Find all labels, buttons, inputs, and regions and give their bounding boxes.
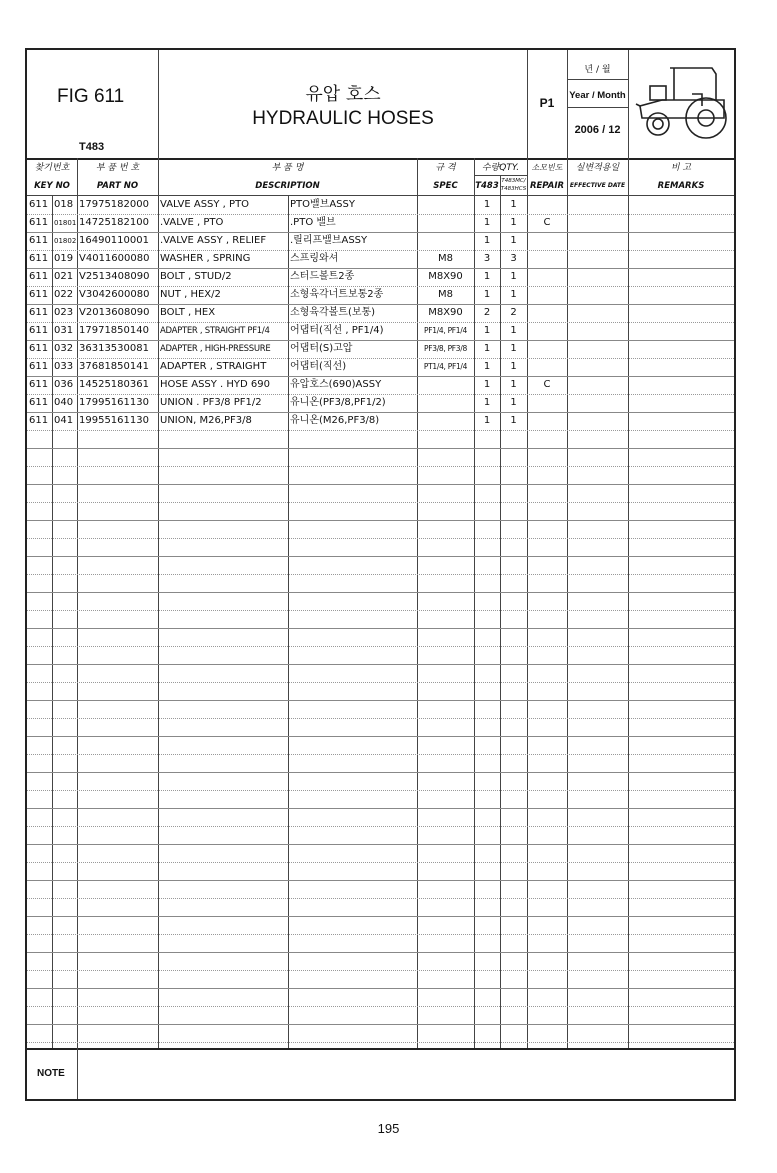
cell-key: 01802 <box>54 237 77 245</box>
row-ruling <box>27 880 734 881</box>
cell-qty2: 2 <box>510 307 517 318</box>
cell-desc-en: ADAPTER , STRAIGHT <box>160 361 267 372</box>
row-ruling <box>27 466 734 467</box>
row-ruling <box>27 718 734 719</box>
cell-desc-en: NUT , HEX/2 <box>160 289 221 300</box>
cell-desc-ko: 소형육각볼트(보통) <box>290 307 376 318</box>
cell-desc-ko: 스터드볼트2종 <box>290 271 355 282</box>
qty-header-split <box>500 175 501 195</box>
cell-repair: C <box>543 379 551 390</box>
col-remarks-ko: 비 고 <box>670 163 692 173</box>
col-line <box>628 158 629 1048</box>
cell-spec: PF3/8, PF3/8 <box>424 344 467 353</box>
row-ruling <box>27 934 734 935</box>
row-ruling <box>27 448 734 449</box>
cell-spec: PF1/4, PF1/4 <box>424 326 467 335</box>
cell-desc-en: UNION . PF3/8 PF1/2 <box>160 397 262 408</box>
row-ruling <box>27 286 734 287</box>
row-ruling <box>27 628 734 629</box>
year-month-label-ko: 년 / 월 <box>584 65 611 75</box>
cell-qty2: 1 <box>510 235 517 246</box>
cell-spec: M8X90 <box>428 271 463 282</box>
cell-desc-en: WASHER , SPRING <box>160 253 251 264</box>
cell-qty1: 2 <box>483 307 491 318</box>
cell-spec: PT1/4, PF1/4 <box>423 362 468 371</box>
row-ruling <box>27 484 734 485</box>
cell-key: 01801 <box>54 219 77 227</box>
row-ruling <box>27 664 734 665</box>
cell-spec: M8 <box>438 253 453 264</box>
col-line <box>77 158 78 1048</box>
col-line <box>567 158 568 1048</box>
cell-key: 023 <box>54 307 74 318</box>
col-effective-en: EFFECTIVE DATE <box>569 182 626 189</box>
cell-qty1: 1 <box>483 235 491 246</box>
cell-key: 036 <box>54 379 74 390</box>
row-ruling <box>27 646 734 647</box>
note-label: NOTE <box>37 1068 65 1079</box>
cell-qty2: 1 <box>510 199 517 210</box>
cell-part: V3042600080 <box>79 289 150 300</box>
note-top-border <box>27 1048 734 1050</box>
cell-desc-ko: PTO밸브ASSY <box>290 199 355 210</box>
col-effective-ko: 실변적용일 <box>575 163 620 173</box>
cell-qty2: 1 <box>510 217 517 228</box>
col-keyno-ko: 찾기번호 <box>34 163 70 173</box>
cell-fig: 611 <box>29 307 49 318</box>
cell-fig: 611 <box>29 379 49 390</box>
row-ruling <box>27 214 734 215</box>
header-divider <box>527 50 528 158</box>
note-divider <box>77 1048 78 1099</box>
cell-part: 17971850140 <box>79 325 149 336</box>
col-partno-ko: 부 품 번 호 <box>95 163 140 173</box>
cell-qty1: 1 <box>483 415 491 426</box>
col-remarks-en: REMARKS <box>657 181 705 191</box>
cell-spec: M8 <box>438 289 453 300</box>
row-ruling <box>27 898 734 899</box>
header-divider <box>567 50 568 158</box>
row-ruling <box>27 538 734 539</box>
col-qty-ko: 수량QTY. <box>481 163 520 173</box>
row-ruling <box>27 736 734 737</box>
cell-qty2: 1 <box>510 361 517 372</box>
cell-qty1: 1 <box>483 271 491 282</box>
cell-key: 031 <box>54 325 74 336</box>
row-ruling <box>27 412 734 413</box>
cell-part: 14725182100 <box>79 217 149 228</box>
cell-desc-ko: 어댑터(직선 , PF1/4) <box>290 325 384 336</box>
col-partno-en: PART NO <box>96 181 139 191</box>
row-ruling <box>27 808 734 809</box>
cell-fig: 611 <box>29 235 49 246</box>
cell-qty2: 3 <box>510 253 517 264</box>
col-spec-en: SPEC <box>433 181 458 191</box>
cell-fig: 611 <box>29 289 49 300</box>
row-ruling <box>27 574 734 575</box>
row-ruling <box>27 358 734 359</box>
col-line <box>527 158 528 1048</box>
col-repair-en: REPAIR <box>529 181 565 191</box>
cell-fig: 611 <box>29 271 49 282</box>
row-ruling <box>27 916 734 917</box>
page-label: P1 <box>539 96 555 110</box>
cell-desc-en: HOSE ASSY . HYD 690 <box>160 379 271 390</box>
cell-part: 17975182000 <box>79 199 149 210</box>
row-ruling <box>27 430 734 431</box>
cell-desc-ko: 유압호스(690)ASSY <box>290 379 382 390</box>
cell-desc-en: ADAPTER , HIGH-PRESSURE <box>160 344 271 354</box>
cell-part: V2513408090 <box>79 271 150 282</box>
cell-part: 19955161130 <box>79 415 149 426</box>
row-ruling <box>27 250 734 251</box>
cell-part: 36313530081 <box>79 343 149 354</box>
tractor-icon <box>632 60 732 144</box>
fig-number: FIG 611 <box>57 86 125 107</box>
cell-key: 022 <box>54 289 74 300</box>
cell-fig: 611 <box>29 217 49 228</box>
cell-qty2: 1 <box>510 271 517 282</box>
cell-desc-ko: 유니온(PF3/8,PF1/2) <box>290 397 386 408</box>
row-ruling <box>27 970 734 971</box>
cell-desc-en: UNION, M26,PF3/8 <box>160 415 252 426</box>
cell-qty1: 1 <box>483 397 491 408</box>
header-divider <box>567 107 628 108</box>
cell-desc-en: BOLT , STUD/2 <box>160 271 232 282</box>
header-divider <box>158 50 159 158</box>
row-ruling <box>27 772 734 773</box>
row-ruling <box>27 826 734 827</box>
row-ruling <box>27 790 734 791</box>
row-ruling <box>27 1006 734 1007</box>
row-ruling <box>27 340 734 341</box>
cell-desc-ko: 어댑터(S)고압 <box>290 343 353 354</box>
col-qty-alt <box>500 177 527 193</box>
cell-fig: 611 <box>29 199 49 210</box>
row-ruling <box>27 232 734 233</box>
title-english: HYDRAULIC HOSES <box>252 108 434 129</box>
cell-qty2: 1 <box>510 397 517 408</box>
cell-key: 041 <box>54 415 74 426</box>
cell-desc-ko: .릴리프밸브ASSY <box>290 235 368 246</box>
cell-desc-ko: 유니온(M26,PF3/8) <box>290 415 380 426</box>
col-desc-en: DESCRIPTION <box>255 181 320 191</box>
year-month-label-en: Year / Month <box>569 90 626 101</box>
cell-key: 018 <box>54 199 74 210</box>
row-ruling <box>27 502 734 503</box>
col-qty-alt-line1: T483MC/ <box>501 178 526 184</box>
cell-part: 14525180361 <box>79 379 149 390</box>
row-ruling <box>27 952 734 953</box>
cell-part: 17995161130 <box>79 397 149 408</box>
cell-desc-ko: .PTO 밸브 <box>290 217 336 228</box>
cell-part: V2013608090 <box>79 307 150 318</box>
page-number: 195 <box>377 1121 400 1136</box>
cell-fig: 611 <box>29 415 49 426</box>
cell-qty1: 1 <box>483 217 491 228</box>
cell-desc-en: VALVE ASSY , PTO <box>160 199 250 210</box>
header-divider <box>567 79 628 80</box>
row-ruling <box>27 394 734 395</box>
row-ruling <box>27 862 734 863</box>
cell-qty1: 1 <box>483 361 491 372</box>
cell-fig: 611 <box>29 253 49 264</box>
cell-spec: M8X90 <box>428 307 463 318</box>
cell-part: V4011600080 <box>79 253 150 264</box>
col-qty-alt-line2: T483HCS <box>500 186 527 192</box>
row-ruling <box>27 520 734 521</box>
cell-desc-ko: 어댑터(직선) <box>290 361 347 372</box>
cell-qty1: 1 <box>483 199 491 210</box>
row-ruling <box>27 610 734 611</box>
cell-key: 033 <box>54 361 74 372</box>
cell-part: 37681850141 <box>79 361 149 372</box>
cell-key: 032 <box>54 343 74 354</box>
row-ruling <box>27 988 734 989</box>
cell-desc-ko: 소형육각너트보통2종 <box>290 289 384 300</box>
cell-qty1: 3 <box>483 253 491 264</box>
cell-desc-en: ADAPTER , STRAIGHT PF1/4 <box>160 326 270 336</box>
row-ruling <box>27 268 734 269</box>
col-line <box>158 158 159 1048</box>
row-ruling <box>27 1024 734 1025</box>
row-ruling <box>27 682 734 683</box>
cell-qty1: 1 <box>483 379 491 390</box>
row-ruling <box>27 844 734 845</box>
cell-desc-ko: 스프링와셔 <box>290 253 339 264</box>
cell-desc-en: .VALVE ASSY , RELIEF <box>160 235 267 246</box>
year-month-value: 2006 / 12 <box>574 124 621 136</box>
row-ruling <box>27 592 734 593</box>
cell-fig: 611 <box>29 361 49 372</box>
col-desc-ko: 부 품 명 <box>271 163 304 173</box>
cell-fig: 611 <box>29 397 49 408</box>
cell-fig: 611 <box>29 325 49 336</box>
parts-sheet <box>25 48 736 1101</box>
cell-qty2: 1 <box>510 415 517 426</box>
cell-qty1: 1 <box>483 325 491 336</box>
cell-qty1: 1 <box>483 343 491 354</box>
header-divider <box>628 50 629 158</box>
cell-key: 019 <box>54 253 74 264</box>
row-ruling <box>27 556 734 557</box>
cell-qty2: 1 <box>510 379 517 390</box>
cell-desc-en: BOLT , HEX <box>160 307 216 318</box>
cell-repair: C <box>543 217 551 228</box>
row-ruling <box>27 754 734 755</box>
cell-qty1: 1 <box>483 289 491 300</box>
col-keyno-en: KEY NO <box>34 181 70 191</box>
row-ruling <box>27 322 734 323</box>
cell-part: 16490110001 <box>79 235 149 246</box>
cell-key: 040 <box>54 397 74 408</box>
row-ruling <box>27 376 734 377</box>
col-spec-ko: 규 격 <box>435 163 456 173</box>
col-repair-ko: 소모빈도 <box>531 163 563 172</box>
cell-qty2: 1 <box>510 325 517 336</box>
cell-fig: 611 <box>29 343 49 354</box>
cell-qty2: 1 <box>510 343 517 354</box>
col-qty-model: T483 <box>475 181 499 191</box>
row-ruling <box>27 1042 734 1043</box>
cell-qty2: 1 <box>510 289 517 300</box>
row-ruling <box>27 700 734 701</box>
model-code: T483 <box>79 141 105 153</box>
cell-key: 021 <box>54 271 74 282</box>
title-korean: 유압 호스 <box>305 84 381 105</box>
row-ruling <box>27 304 734 305</box>
cell-desc-en: .VALVE , PTO <box>160 217 224 228</box>
